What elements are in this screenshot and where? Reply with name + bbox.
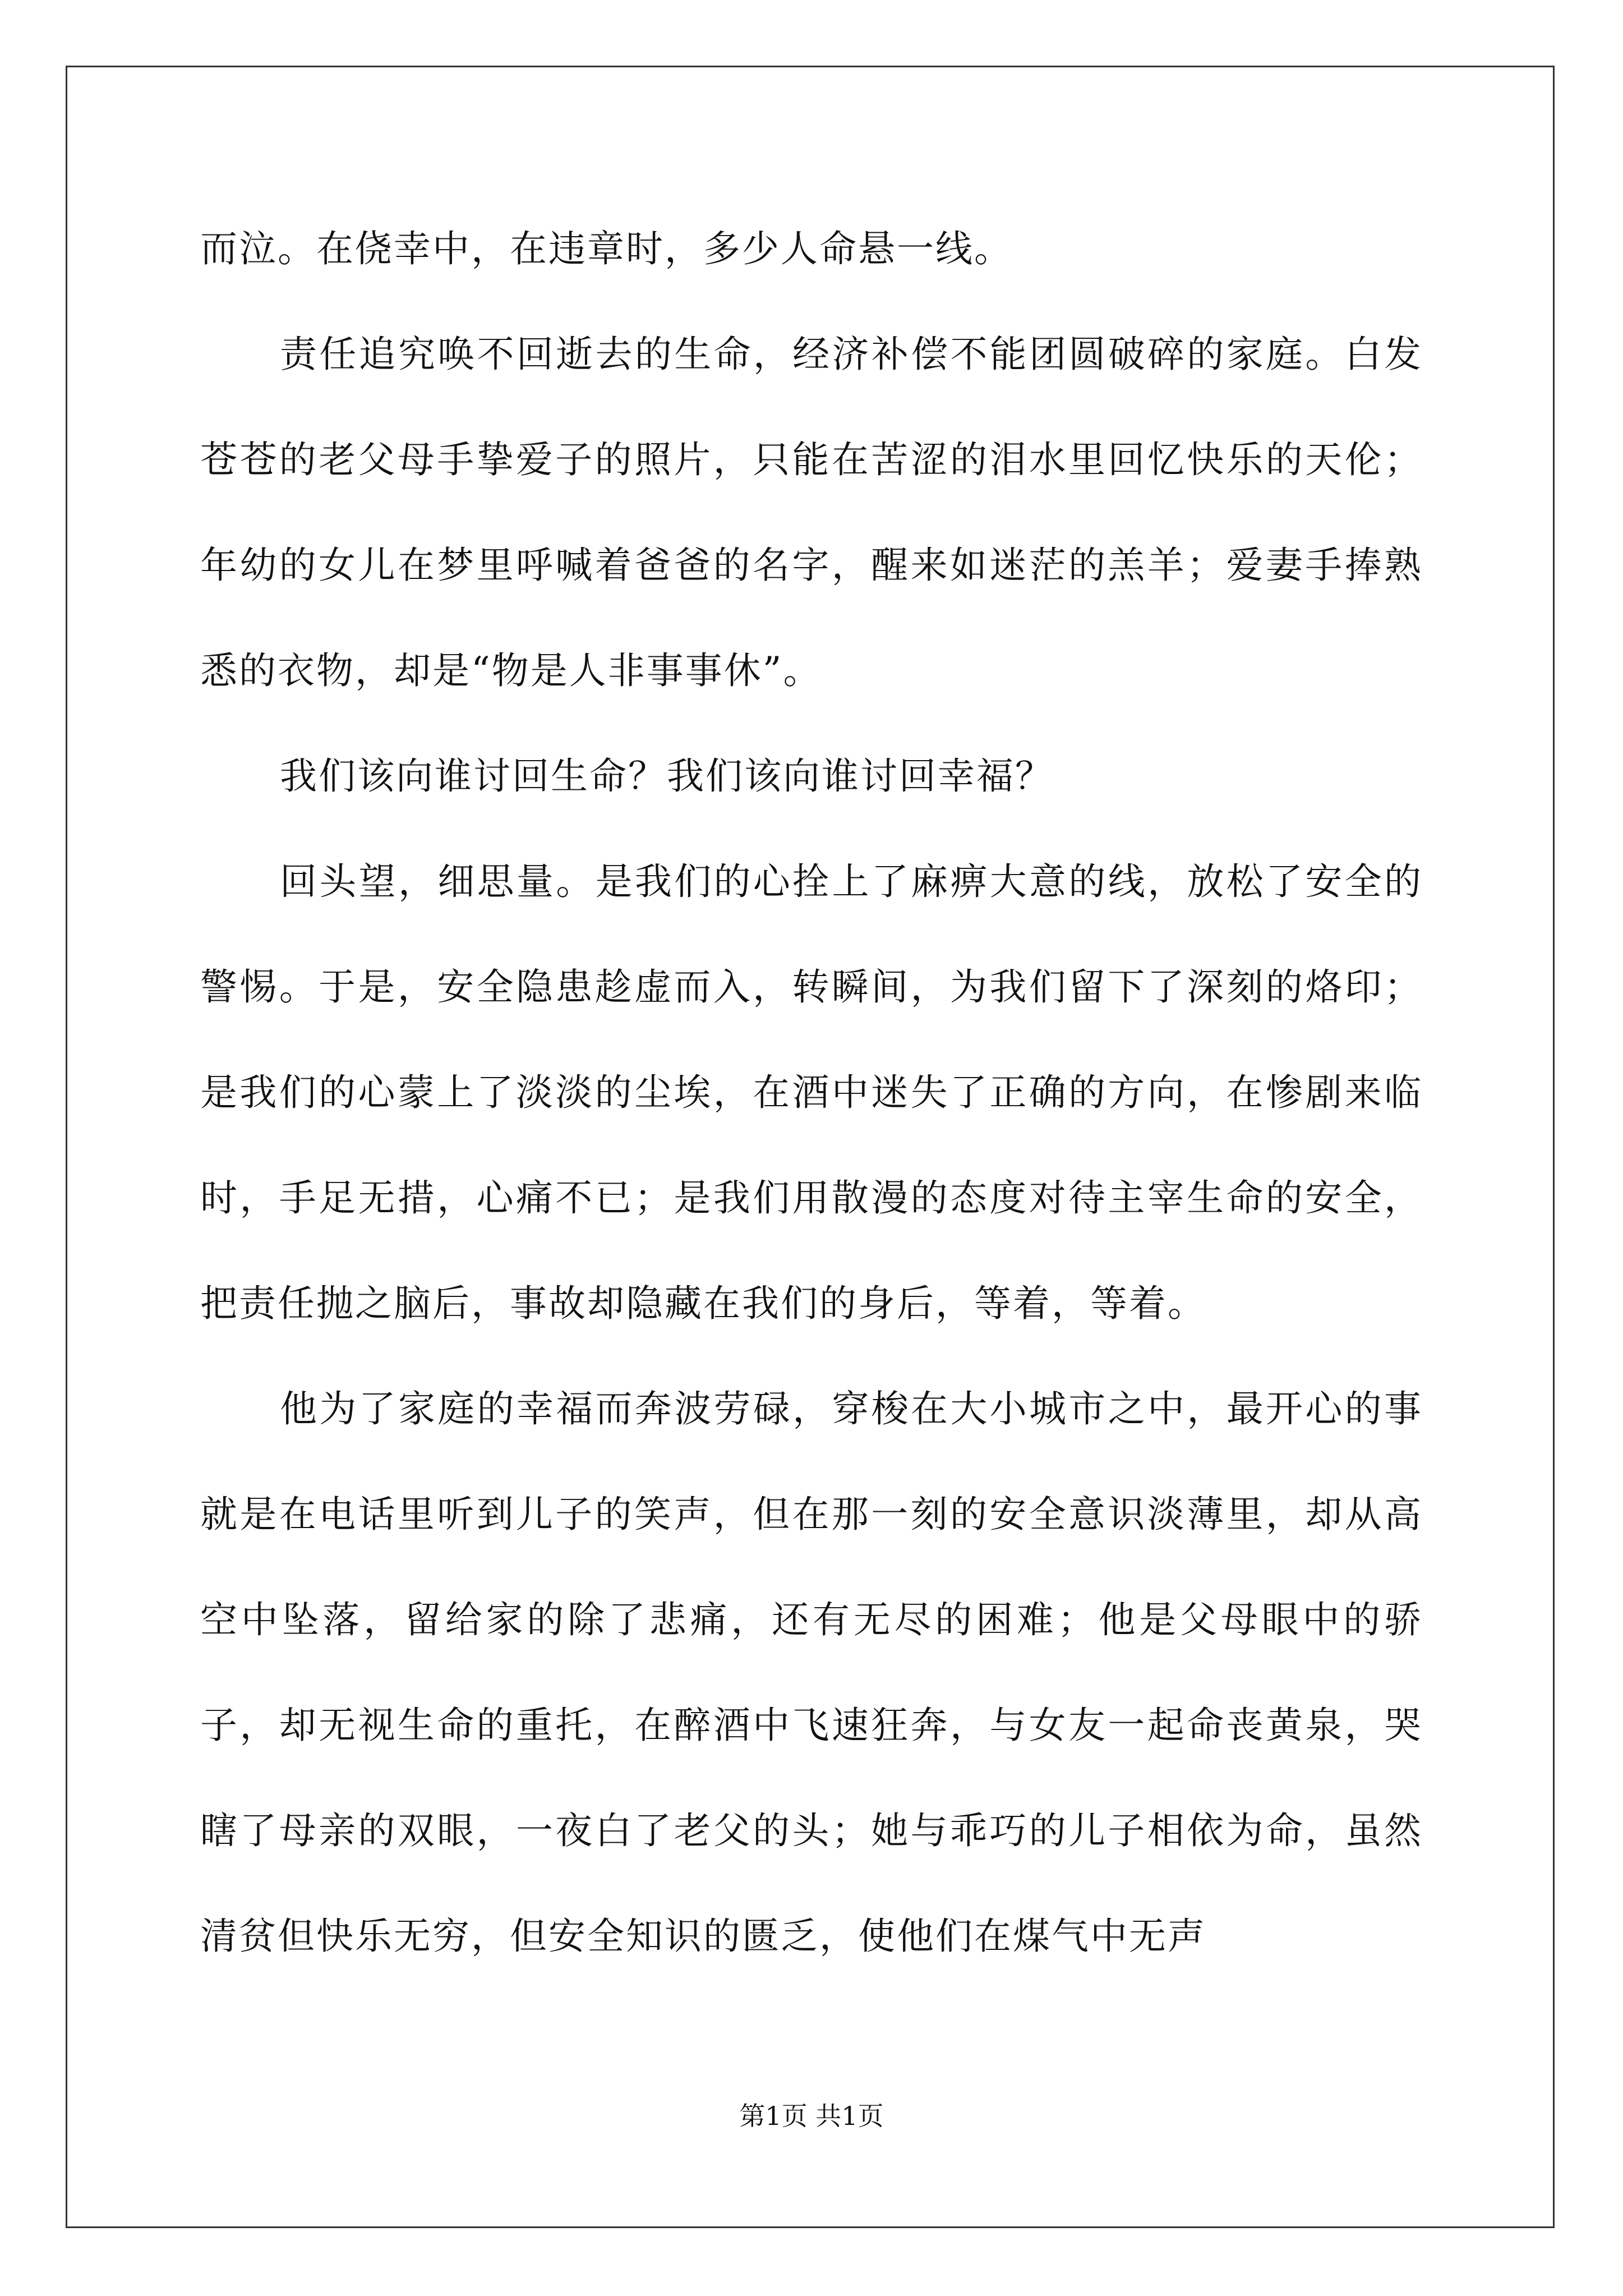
document-body <box>200 196 1423 1989</box>
page-number-footer: 第1页 共1页 <box>739 2101 884 2131</box>
paragraph: 责任追究唤不回逝去的生命，经济补偿不能团圆破碎的家庭。白发苍苍的老父母手挚爱子的照片，只能在苦涩的泪水里回忆快乐的天伦；年幼的女儿在梦里呼喊着爸爸的名字，醒来如迷茫的羔羊；爱妻手捧熟悉的衣物，却是“物是人非事事休”。 <box>200 333 1423 692</box>
paragraph: 回头望，细思量。是我们的心拴上了麻痹大意的线，放松了安全的警惕。于是，安全隐患趁虚而入，转瞬间，为我们留下了深刻的烙印；是我们的心蒙上了淡淡的尘埃，在酒中迷失了正确的方向，在惨剧来临时，手足无措，心痛不已；是我们用散漫的态度对待主宰生命的安全，把责任抛之脑后，事故却隐藏在我们的身后，等着，等着。 <box>200 860 1423 1325</box>
paragraph: 而泣。在侥幸中，在违章时，多少人命悬一线。 <box>200 227 1013 270</box>
paragraph: 我们该向谁讨回生命？我们该向谁讨回幸福？ <box>280 754 1054 798</box>
paragraph: 他为了家庭的幸福而奔波劳碌，穿梭在大小城市之中，最开心的事就是在电话里听到儿子的笑声，但在那一刻的安全意识淡薄里，却从高空中坠落，留给家的除了悲痛，还有无尽的困难；他是父母眼中的骄子，却无视生命的重托，在醉酒中飞速狂奔，与女友一起命丧黄泉，哭瞎了母亲的双眼，一夜白了老父的头；她与乖巧的儿子相依为命，虽然清贫但快乐无穷，但安全知识的匮乏，使他们在煤气中无声 <box>200 1387 1423 1958</box>
